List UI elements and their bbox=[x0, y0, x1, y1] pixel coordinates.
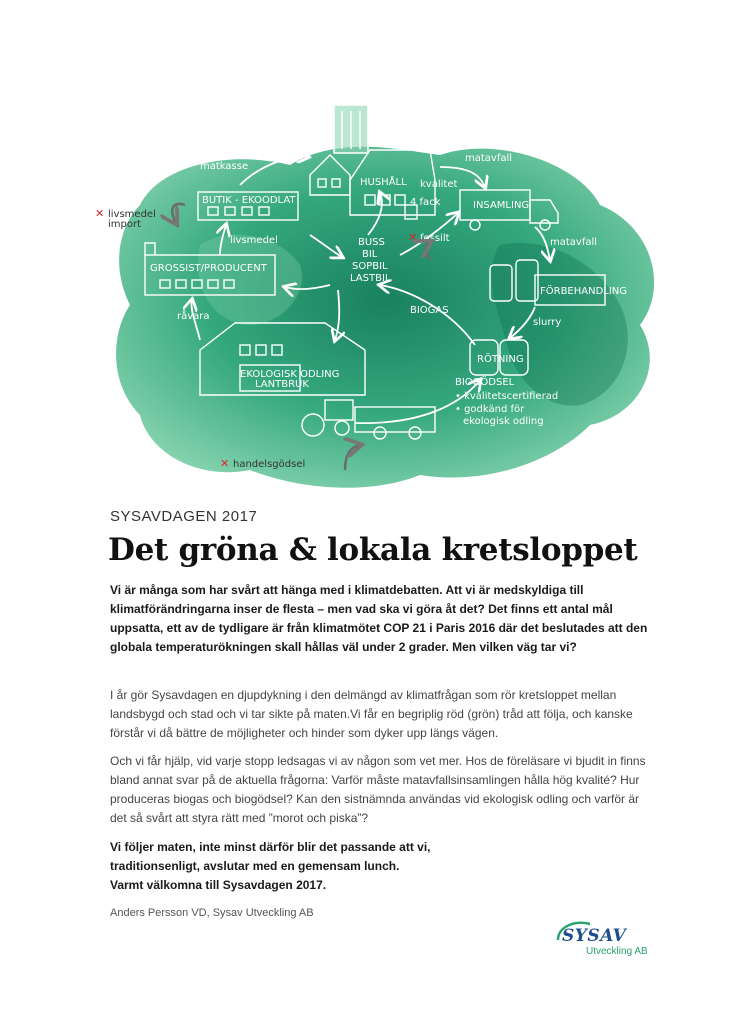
label-livsmedel-import-1: livsmedel bbox=[108, 209, 156, 220]
label-handelsgodsel: handelsgödsel bbox=[233, 459, 306, 470]
sysav-logo bbox=[552, 918, 652, 960]
label-ekologisk-2: LANTBRUK bbox=[255, 379, 309, 390]
label-sopbil: SOPBIL bbox=[352, 261, 388, 272]
label-ravara: råvara bbox=[177, 311, 210, 322]
label-biogodsel: BIOGÖDSEL bbox=[455, 377, 515, 388]
logo-subtitle: Utveckling AB bbox=[586, 946, 648, 957]
kicker: SYSAVDAGEN 2017 bbox=[110, 508, 258, 525]
label-ekologisk-1: EKOLOGISK ODLING bbox=[240, 369, 340, 380]
kretslopp-illustration bbox=[80, 95, 680, 500]
label-fossilt: fossilt bbox=[420, 233, 450, 244]
label-bullet-1: • kvalitetscertifierad bbox=[455, 391, 559, 402]
building-icon bbox=[334, 105, 368, 153]
label-matavfall-top: matavfall bbox=[465, 153, 513, 164]
label-buss: BUSS bbox=[358, 237, 385, 248]
logo-word: SYSAV bbox=[562, 926, 627, 946]
label-kvalitet: kvalitet bbox=[420, 179, 458, 190]
cross-icon: ✕ bbox=[95, 207, 105, 220]
lead-paragraph: Vi är många som har svårt att hänga med i klimatdebatten. Att vi är medskyldiga till klimatförändringarna inser de flesta – men vad ska vi göra åt det? Det finns ett antal mål uppsatta, ett av de tydligare är från klimatmötet COP 21 i Paris 2016 där det beslutades att den globala temperaturökningen skall hållas väl under 2 grader. Men vilken väg tar vi? bbox=[110, 583, 648, 654]
label-livsmedel: livsmedel bbox=[230, 235, 278, 246]
closing-paragraph bbox=[110, 838, 650, 895]
label-insamling: INSAMLING bbox=[473, 200, 530, 211]
label-slurry: slurry bbox=[533, 317, 562, 328]
kretslopp-diagram bbox=[80, 95, 680, 500]
label-bullet-2: • godkänd för bbox=[455, 404, 525, 415]
label-fack: 4 fack bbox=[410, 197, 441, 208]
label-hushall: HUSHÅLL bbox=[360, 177, 407, 188]
label-livsmedel-import-2: import bbox=[108, 219, 142, 230]
body-paragraph-1: I år gör Sysavdagen en djupdykning i den delmängd av klimatfrågan som rör kretsloppet mellan landsbygd och stad och vi tar sikte på maten.Vi får en begriplig röd (grön) tråd att följa, och kanske förstår vi då bättre de möjligheter och hinder som dyker upp längs vägen. bbox=[110, 688, 633, 740]
label-matavfall-right: matavfall bbox=[550, 237, 598, 248]
signature: Anders Persson VD, Sysav Utveckling AB bbox=[110, 907, 314, 919]
label-butik: BUTIK - EKOODLAT bbox=[202, 195, 296, 206]
cross-icon: ✕ bbox=[408, 231, 418, 244]
closing-line-3: Varmt välkomna till Sysavdagen 2017. bbox=[110, 878, 327, 892]
label-biogas: BIOGAS bbox=[410, 305, 449, 316]
label-bullet-3: ekologisk odling bbox=[463, 416, 544, 427]
label-lastbil: LASTBIL bbox=[350, 273, 391, 284]
closing-line-1: Vi följer maten, inte minst därför blir det passande att vi, bbox=[110, 840, 431, 854]
body-paragraph-2: Och vi får hjälp, vid varje stopp ledsagas vi av någon som vet mer. Hos de föreläsare vi bjudit in finns bland annat svar på de aktuella frågorna: Varför måste matavfallsinsamlingen hålla hög kvalité? Hur produceras biogas och biogödsel? Kan den sistnämnda användas vid ekologisk odling och varför är det så svårt att styra rätt med ”morot och piska”? bbox=[110, 754, 646, 825]
label-grossist: GROSSIST/PRODUCENT bbox=[150, 263, 267, 274]
label-matkasse: matkasse bbox=[200, 161, 249, 172]
label-forbehandling: FÖRBEHANDLING bbox=[540, 286, 628, 297]
page-title: Det gröna & lokala kretsloppet bbox=[108, 532, 638, 568]
label-rotning: RÖTNING bbox=[477, 354, 524, 365]
closing-line-2: traditionsenligt, avslutar med en gemensam lunch. bbox=[110, 859, 400, 873]
cross-icon: ✕ bbox=[220, 457, 230, 470]
label-bil: BIL bbox=[362, 249, 378, 260]
